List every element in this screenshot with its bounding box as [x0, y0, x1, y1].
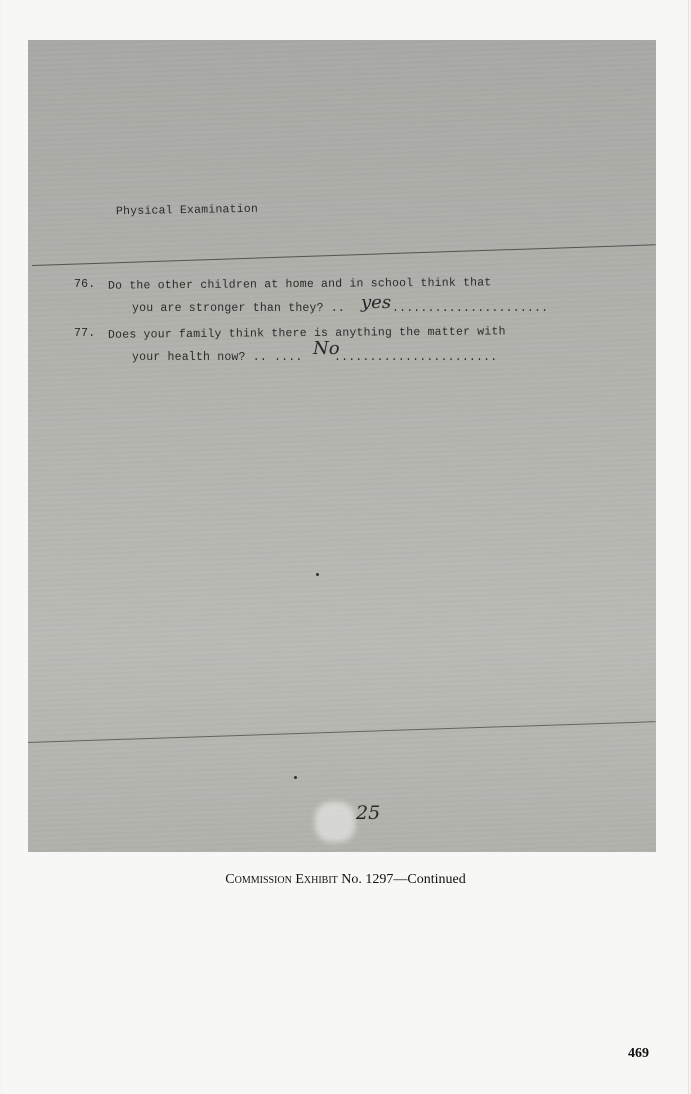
question-number: 77.	[74, 327, 96, 340]
handwritten-answer: No	[313, 338, 340, 359]
speck	[294, 776, 297, 779]
divider-line	[32, 244, 656, 266]
answer-dots: .......................	[334, 351, 498, 364]
page-number: 469	[628, 1046, 649, 1061]
question-line: Does your family think there is anything the matter with	[107, 325, 506, 342]
caption-prefix: Commission Exhibit	[225, 872, 338, 887]
question-line: Do the other children at home and in school think that	[107, 276, 492, 293]
page-mark: 25	[356, 802, 381, 824]
smudge	[315, 802, 355, 842]
question-line: you are stronger than they? ..	[132, 302, 346, 315]
document-photo	[28, 40, 656, 852]
exhibit-caption	[0, 872, 691, 888]
divider-line	[28, 721, 656, 743]
question-line: your health now? .. ....	[132, 351, 303, 364]
speck	[316, 573, 319, 576]
section-heading: Physical Examination	[115, 202, 259, 219]
handwritten-answer: yes	[361, 292, 392, 313]
question-number: 76.	[74, 278, 96, 291]
caption-suffix: No. 1297—Continued	[341, 872, 466, 887]
answer-dots: ......................	[392, 302, 549, 315]
